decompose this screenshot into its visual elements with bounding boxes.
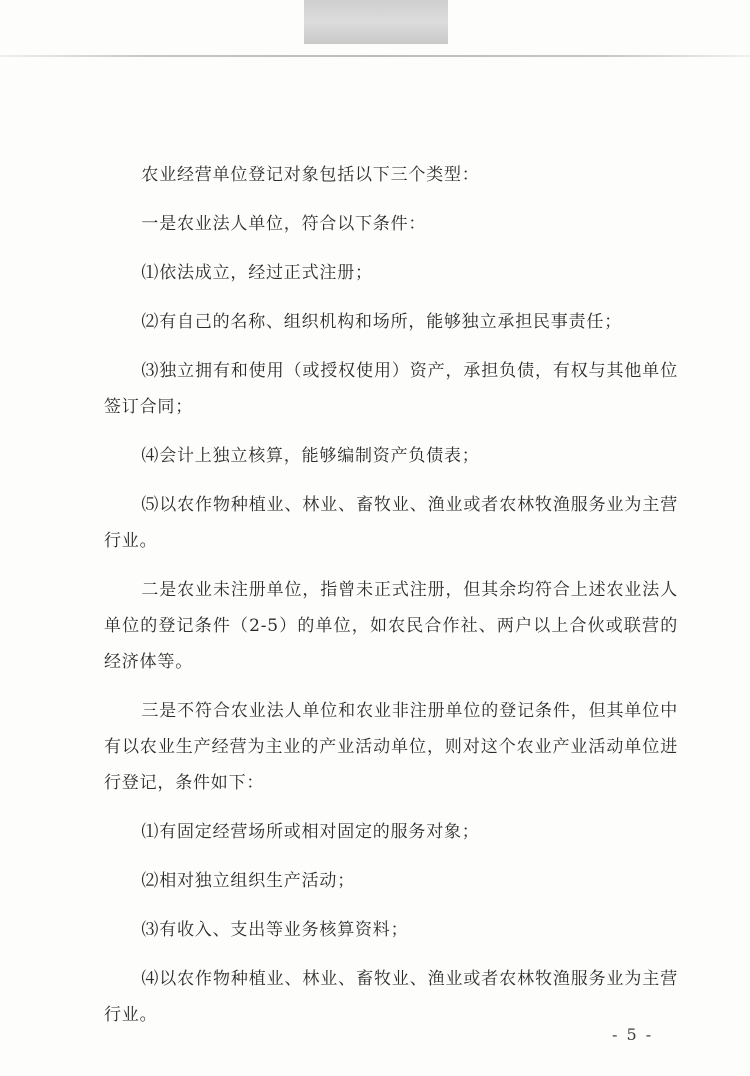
- page-number: - 5 -: [612, 1025, 654, 1044]
- paragraph-intro: 农业经营单位登记对象包括以下三个类型：: [141, 165, 480, 185]
- condition-3-1: ⑴有固定经营场所或相对固定的服务对象；: [141, 822, 480, 842]
- paragraph-type-three: 三是不符合农业法人单位和农业非注册单位的登记条件，但其单位中有以农业生产经营为主业的产业活动单位，则对这个农业产业活动单位进行登记，条件如下：: [104, 701, 678, 793]
- scan-divider-line: [0, 55, 750, 57]
- condition-3-3: ⑶有收入、支出等业务核算资料；: [141, 920, 409, 940]
- paragraph-type-two: 二是农业未注册单位，指曾未正式注册，但其余均符合上述农业法人单位的登记条件（2-5）的单位，如农民合作社、两户以上合伙或联营的经济体等。: [104, 580, 678, 672]
- condition-1-5: ⑸以农作物种植业、林业、畜牧业、渔业或者农林牧渔服务业为主营行业。: [104, 495, 678, 551]
- condition-3-2: ⑵相对独立组织生产活动；: [141, 871, 355, 891]
- paragraph-type-one: 一是农业法人单位，符合以下条件：: [141, 214, 427, 234]
- document-body: [104, 157, 678, 1046]
- condition-1-3: ⑶独立拥有和使用（或授权使用）资产，承担负债，有权与其他单位签订合同；: [104, 361, 678, 417]
- condition-1-2: ⑵有自己的名称、组织机构和场所，能够独立承担民事责任；: [141, 312, 622, 332]
- condition-1-1: ⑴依法成立，经过正式注册；: [141, 263, 373, 283]
- condition-1-4: ⑷会计上独立核算，能够编制资产负债表；: [141, 446, 480, 466]
- scan-edge-artifact: [304, 0, 448, 44]
- condition-3-4: ⑷以农作物种植业、林业、畜牧业、渔业或者农林牧渔服务业为主营行业。: [104, 969, 678, 1025]
